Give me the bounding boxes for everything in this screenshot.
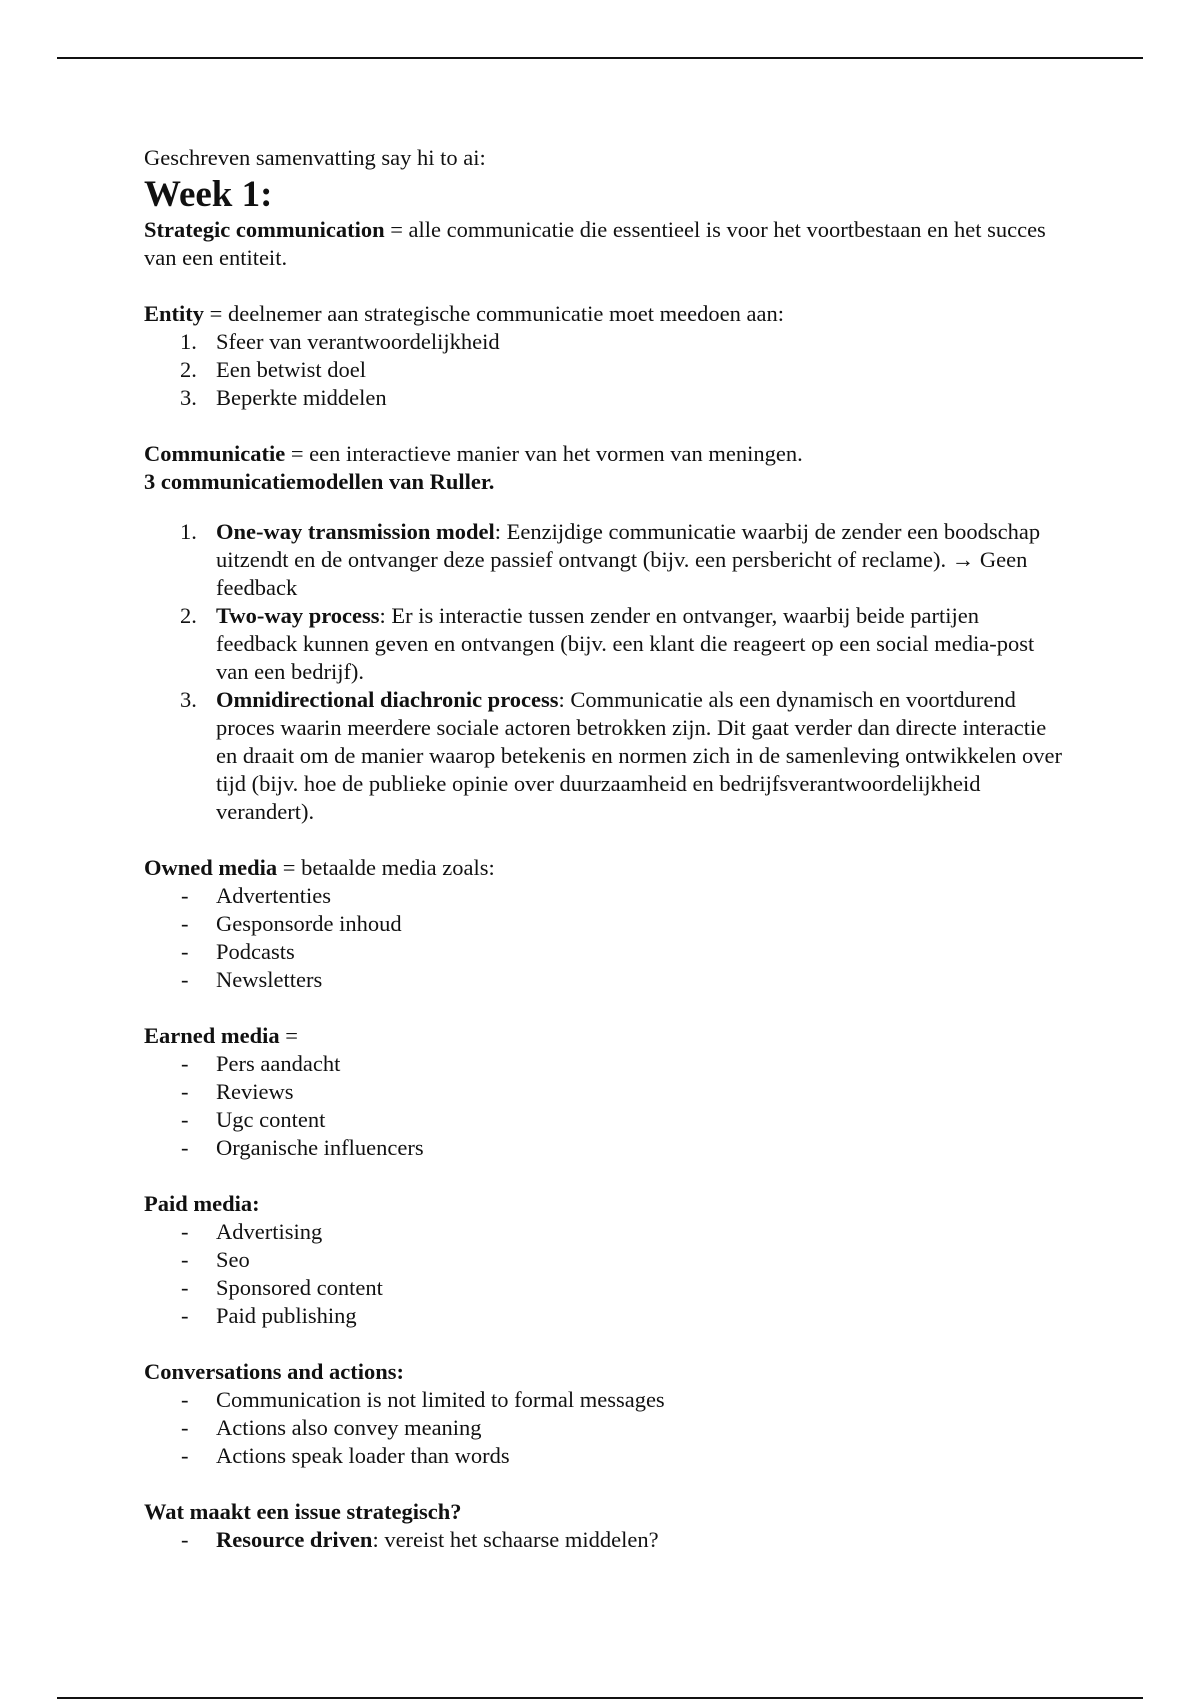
list-item-text: Seo	[216, 1247, 250, 1272]
list-item	[144, 1218, 1064, 1246]
model-term: One-way transmission model	[216, 519, 495, 544]
definition-text: = een interactieve manier van het vormen van meningen.	[285, 441, 803, 466]
list-item	[144, 518, 1064, 602]
list-item	[144, 328, 1064, 356]
list-item	[144, 910, 1064, 938]
document-body	[144, 144, 1064, 1554]
spacer	[144, 1470, 1064, 1498]
bullet-dash: -	[181, 1415, 189, 1440]
list-item-text: Actions speak loader than words	[216, 1443, 510, 1468]
list-number: 3.	[180, 687, 197, 712]
list-item	[144, 1078, 1064, 1106]
earned-media-list	[144, 1050, 1064, 1162]
earned-media-definition	[144, 1022, 1064, 1050]
list-item-text: Reviews	[216, 1079, 294, 1104]
ruller-models-list	[144, 518, 1064, 826]
term-communicatie: Communicatie	[144, 441, 286, 466]
conversations-heading	[144, 1358, 1064, 1386]
list-item-text: Beperkte middelen	[216, 385, 387, 410]
list-number: 3.	[180, 385, 197, 410]
list-item	[144, 966, 1064, 994]
bullet-dash: -	[181, 883, 189, 908]
spacer	[144, 1330, 1064, 1358]
bottom-rule	[57, 1697, 1143, 1699]
entity-list	[144, 328, 1064, 412]
bullet-dash: -	[181, 1135, 189, 1160]
paid-media-list	[144, 1218, 1064, 1330]
issue-term: Resource driven	[216, 1527, 373, 1552]
term-issue: Wat maakt een issue strategisch?	[144, 1499, 462, 1524]
list-item	[144, 1526, 1064, 1554]
list-item	[144, 384, 1064, 412]
list-item	[144, 1302, 1064, 1330]
paid-media-heading	[144, 1190, 1064, 1218]
list-item	[144, 602, 1064, 686]
list-item-text: Een betwist doel	[216, 357, 366, 382]
list-number: 2.	[180, 603, 197, 628]
communicatie-definition	[144, 440, 1064, 468]
bullet-dash: -	[181, 1219, 189, 1244]
list-item	[144, 1106, 1064, 1134]
owned-media-definition	[144, 854, 1064, 882]
list-item	[144, 356, 1064, 384]
list-item-text: Podcasts	[216, 939, 295, 964]
spacer	[144, 1162, 1064, 1190]
term-entity: Entity	[144, 301, 205, 326]
list-item-text: Organische influencers	[216, 1135, 424, 1160]
model-term: Two-way process	[216, 603, 380, 628]
term-conversations: Conversations and actions:	[144, 1359, 405, 1384]
ruller-heading: 3 communicatiemodellen van Ruller.	[144, 469, 495, 494]
week-heading: Week 1:	[144, 174, 273, 215]
bullet-dash: -	[181, 1303, 189, 1328]
list-item-text: Newsletters	[216, 967, 323, 992]
list-item	[144, 686, 1064, 826]
list-item	[144, 1246, 1064, 1274]
term-earned-media: Earned media	[144, 1023, 280, 1048]
model-term: Omnidirectional diachronic process	[216, 687, 559, 712]
bullet-dash: -	[181, 1275, 189, 1300]
spacer	[144, 496, 1064, 518]
bullet-dash: -	[181, 1443, 189, 1468]
term-strategic-communication: Strategic communication	[144, 217, 385, 242]
list-item	[144, 1134, 1064, 1162]
entity-definition	[144, 300, 1064, 328]
list-item-text: Paid publishing	[216, 1303, 357, 1328]
spacer	[144, 826, 1064, 854]
term-paid-media: Paid media:	[144, 1191, 260, 1216]
list-item	[144, 1414, 1064, 1442]
bullet-dash: -	[181, 1527, 189, 1552]
owned-media-list	[144, 882, 1064, 994]
list-item-text: : vereist het schaarse middelen?	[372, 1527, 659, 1552]
bullet-dash: -	[181, 939, 189, 964]
bullet-dash: -	[181, 1247, 189, 1272]
spacer	[144, 272, 1064, 300]
list-item-text: Pers aandacht	[216, 1051, 341, 1076]
definition-text: =	[279, 1023, 298, 1048]
term-owned-media: Owned media	[144, 855, 278, 880]
model-description: : Communicatie als een dynamisch en voortdurend proces waarin meerdere sociale actoren betrokken zijn. Dit gaat verder dan directe interactie en draait om de manier waarop betekenis en normen zich in de samenleving ontwikkelen over tijd (bijv. hoe de publieke opinie over duurzaamheid en bedrijfsverantwoordelijkheid verandert).	[216, 687, 1062, 824]
bullet-dash: -	[181, 1079, 189, 1104]
list-number: 2.	[180, 357, 197, 382]
list-item-text: Actions also convey meaning	[216, 1415, 482, 1440]
list-item-text: Advertenties	[216, 883, 331, 908]
list-item	[144, 1386, 1064, 1414]
list-item-text: Advertising	[216, 1219, 323, 1244]
spacer	[144, 994, 1064, 1022]
list-item-text: Sfeer van verantwoordelijkheid	[216, 329, 500, 354]
list-item-text: Gesponsorde inhoud	[216, 911, 402, 936]
list-item-text: Communication is not limited to formal messages	[216, 1387, 665, 1412]
list-item	[144, 1442, 1064, 1470]
list-item	[144, 882, 1064, 910]
conversations-list	[144, 1386, 1064, 1470]
issue-list	[144, 1526, 1064, 1554]
model-description: : Er is interactie tussen zender en ontvanger, waarbij beide partijen feedback kunnen geven en ontvangen (bijv. een klant die reageert op een social media-post van een bedrijf).	[216, 603, 1035, 684]
list-number: 1.	[180, 519, 197, 544]
definition-text: = betaalde media zoals:	[277, 855, 495, 880]
list-item	[144, 938, 1064, 966]
spacer	[144, 412, 1064, 440]
bullet-dash: -	[181, 967, 189, 992]
definition-text: = deelnemer aan strategische communicatie moet meedoen aan:	[204, 301, 784, 326]
list-item-text: Sponsored content	[216, 1275, 383, 1300]
bullet-dash: -	[181, 1387, 189, 1412]
issue-heading	[144, 1498, 1064, 1526]
bullet-dash: -	[181, 911, 189, 936]
strategic-communication-definition	[144, 216, 1064, 272]
bullet-dash: -	[181, 1107, 189, 1132]
list-item-text: Ugc content	[216, 1107, 326, 1132]
intro-line: Geschreven samenvatting say hi to ai:	[144, 145, 486, 170]
model-description: : Eenzijdige communicatie waarbij de zender een boodschap uitzendt en de ontvanger deze passief ontvangt (bijv. een persbericht of reclame). → Geen feedback	[216, 519, 1041, 600]
list-item	[144, 1050, 1064, 1078]
list-number: 1.	[180, 329, 197, 354]
definition-text: = alle communicatie die essentieel is voor het voortbestaan en het succes van een entiteit.	[144, 217, 1046, 270]
bullet-dash: -	[181, 1051, 189, 1076]
list-item	[144, 1274, 1064, 1302]
top-rule	[57, 57, 1143, 59]
